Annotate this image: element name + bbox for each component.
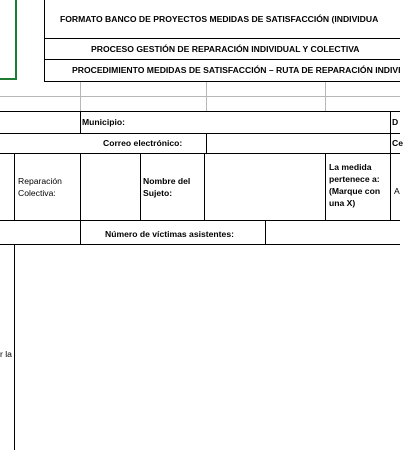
header-line-1 xyxy=(44,38,400,39)
label-nombre-line1: Nombre del xyxy=(143,176,191,186)
header-procedure: PROCEDIMIENTO MEDIDAS DE SATISFACCIÓN – RUTA DE REPARACIÓN INDIVI xyxy=(72,65,401,75)
col-divider-204-medida xyxy=(204,153,205,221)
col-divider-206-correo xyxy=(206,133,207,154)
grid-line-1 xyxy=(0,96,400,97)
label-medida-line3: (Marque con xyxy=(329,186,381,196)
label-nombre-line2: Sujeto: xyxy=(143,188,173,198)
col-divider-390-correo xyxy=(390,133,391,154)
col-divider-325-medida xyxy=(325,153,326,221)
grid-col-1 xyxy=(80,82,81,111)
form-line-correo xyxy=(0,153,400,154)
grid-col-3 xyxy=(325,82,326,111)
col-divider-80-medida xyxy=(80,153,81,221)
label-nombre-sujeto xyxy=(143,175,190,199)
label-la-cut: r la xyxy=(0,349,12,359)
header-line-3 xyxy=(44,81,400,82)
col-divider-265-victimas xyxy=(265,220,266,245)
form-line-medida xyxy=(0,220,400,221)
label-a-cut: A xyxy=(394,186,400,196)
col-divider-80-top xyxy=(80,111,81,134)
label-medida-line1: La medida xyxy=(329,162,372,172)
label-numero-victimas: Número de víctimas asistentes: xyxy=(105,229,234,239)
header-process: PROCESO GESTIÓN DE REPARACIÓN INDIVIDUAL Y COLECTIVA xyxy=(91,44,360,54)
label-ce-cut: Ce xyxy=(392,138,403,148)
col-divider-390-medida xyxy=(390,153,391,221)
logo-border-right xyxy=(15,0,17,80)
col-divider-80-victimas xyxy=(80,220,81,245)
header-title: FORMATO BANCO DE PROYECTOS MEDIDAS DE SATISFACCIÓN (INDIVIDUA xyxy=(60,14,379,24)
header-line-2 xyxy=(44,59,400,60)
label-medida-line2: pertenece a: xyxy=(329,174,380,184)
label-correo: Correo electrónico: xyxy=(103,138,183,148)
col-divider-140-medida xyxy=(140,153,141,221)
grid-col-2 xyxy=(206,82,207,111)
form-line-victimas xyxy=(0,244,400,245)
form-line-municipio xyxy=(0,133,400,134)
label-reparacion-colectiva xyxy=(18,175,62,199)
col-divider-14-medida xyxy=(14,153,15,221)
label-medida-pertenece xyxy=(329,161,380,209)
form-top-border xyxy=(0,111,400,112)
label-d-cut: D xyxy=(392,117,399,127)
label-reparacion-line1: Reparación xyxy=(18,176,62,186)
logo-border-bottom xyxy=(0,78,17,80)
col-divider-390-top xyxy=(390,111,391,134)
label-reparacion-line2: Colectiva: xyxy=(18,188,56,198)
label-medida-line4: una X) xyxy=(329,198,356,208)
header-left-border xyxy=(44,0,45,82)
label-municipio: Municipio: xyxy=(82,117,125,127)
col-divider-14-bottom xyxy=(14,244,15,450)
